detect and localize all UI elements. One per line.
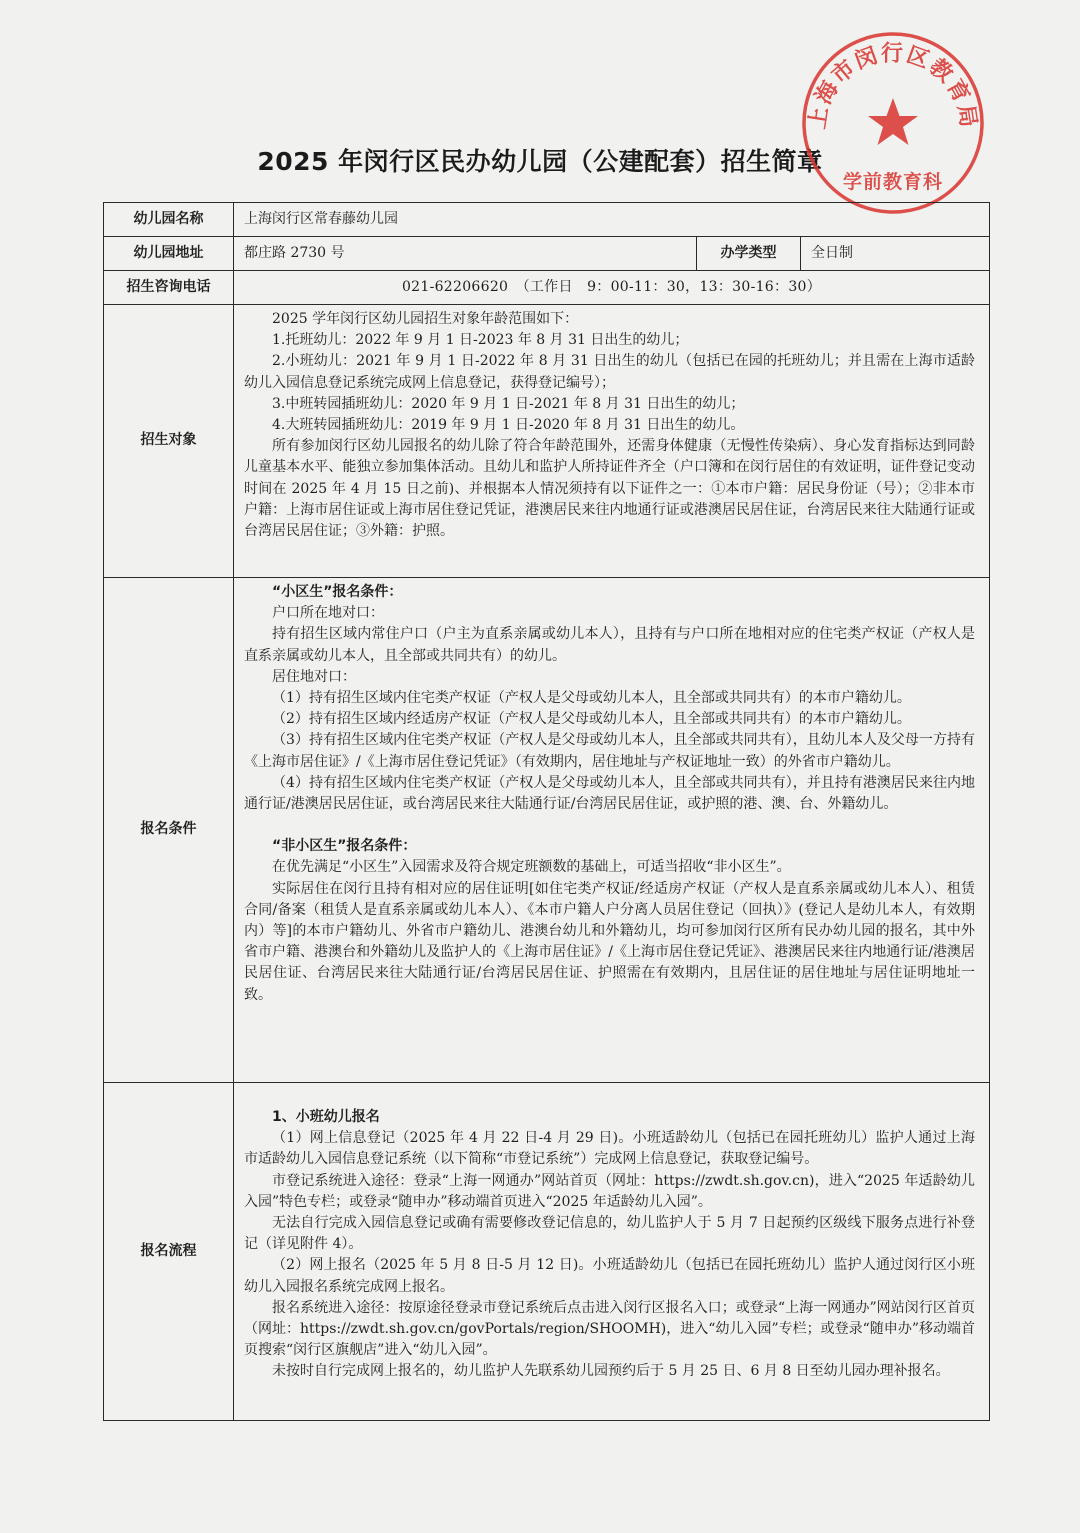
official-seal: [800, 30, 986, 216]
phone-label: 招生咨询电话: [104, 271, 234, 305]
local-paragraph: （4）持有招生区域内住宅类产权证（产权人是父母或幼儿本人，且全部或共同共有），并且持有港澳居民来往内地通行证/港澳居民居住证，或台湾居民来往大陆通行证/台湾居民居住证，或护照的港、澳、台、外籍幼儿。: [244, 774, 975, 813]
row-phone: [104, 271, 990, 305]
process-paragraph: 未按时自行完成网上报名的，幼儿监护人先联系幼儿园预约后于 5 月 25 日、6 月 8 日至幼儿园办理补报名。: [272, 1363, 950, 1380]
target-content: [234, 305, 990, 578]
name-value: 上海闵行区常春藤幼儿园: [234, 203, 990, 237]
row-process: [104, 1083, 990, 1421]
process-paragraph: （2）网上报名（2025 年 5 月 8 日-5 月 12 日)。小班适龄幼儿（包括已在园托班幼儿）监护人通过闵行区小班幼儿入园报名系统完成网上报名。: [244, 1257, 975, 1295]
nonlocal-conditions-title: “非小区生”报名条件：: [272, 838, 417, 855]
target-paragraph: 所有参加闵行区幼儿园报名的幼儿除了符合年龄范围外，还需身体健康（无慢性传染病）、身心发育指标达到同龄儿童基本水平、能独立参加集体活动。且幼儿和监护人所持证件齐全（户口簿和在闵行居住的有效证明，证件登记变动时间在 2025 年 4 月 15 日之前)、并根据本人情况须持有以下证件之一：①本市户籍：居民身份证（号）；②非本市户籍：上海市居住证或上海市居住登记凭证，港澳居民来往内地通行证或港澳居民居住证，台湾居民来往大陆通行证或台湾居民居住证；③外籍：护照。: [244, 438, 975, 540]
seal-top-text: 上海市闵行区教育局: [805, 41, 981, 131]
local-paragraph: 户口所在地对口：: [272, 605, 384, 622]
name-label: 幼儿园名称: [104, 203, 234, 237]
type-value: 全日制: [801, 237, 990, 271]
process-paragraph: 市登记系统进入途径：登录“上海一网通办”网站首页（网址：https://zwdt.sh.gov.cn)，进入“2025 年适龄幼儿入园”特色专栏；或登录“随申办”移动端首页进入“2025 年适龄幼儿入园”。: [244, 1172, 975, 1210]
conditions-label: 报名条件: [104, 578, 234, 1083]
row-kindergarten-name: [104, 203, 990, 237]
address-label: 幼儿园地址: [104, 237, 234, 271]
nonlocal-paragraph: 在优先满足“小区生”入园需求及符合规定班额数的基础上，可适当招收“非小区生”。: [272, 859, 791, 876]
target-paragraph: 4.大班转园插班幼儿：2019 年 9 月 1 日-2020 年 8 月 31 日出生的幼儿。: [272, 417, 745, 434]
local-paragraph: 持有招生区域内常住户口（户主为直系亲属或幼儿本人），且持有与户口所在地相对应的住宅类产权证（产权人是直系亲属或幼儿本人，且全部或共同共有）的幼儿。: [244, 626, 975, 664]
address-value: 都庄路 2730 号: [234, 237, 697, 271]
local-conditions-title: “小区生”报名条件：: [272, 584, 403, 600]
process-paragraph: 无法自行完成入园信息登记或确有需要修改登记信息的，幼儿监护人于 5 月 7 日起预约区级线下服务点进行补登记（详见附件 4）。: [244, 1215, 975, 1253]
local-paragraph: （2）持有招生区域内经适房产权证（产权人是父母或幼儿本人，且全部或共同共有）的本市户籍幼儿。: [272, 711, 911, 728]
target-paragraph: 1.托班幼儿：2022 年 9 月 1 日-2023 年 8 月 31 日出生的幼儿；: [272, 332, 689, 349]
seal-star-icon: [868, 98, 918, 145]
phone-value: 021-62206620 （工作日 9：00-11：30，13：30-16：30）: [234, 271, 990, 305]
type-label: 办学类型: [697, 237, 801, 271]
process-paragraph: 报名系统进入途径：按原途径登录市登记系统后点击进入闵行区报名入口；或登录“上海一网通办”网站闵行区首页（网址：https://zwdt.sh.gov.cn/govPortals/region/SHOOMH)，进入“幼儿入园”专栏；或登录“随申办”移动端首页搜索“闵行区旗舰店”进入“幼儿入园”。: [244, 1299, 975, 1359]
local-paragraph: （1）持有招生区域内住宅类产权证（产权人是父母或幼儿本人，且全部或共同共有）的本市户籍幼儿。: [272, 690, 911, 707]
conditions-content: [234, 578, 990, 1083]
target-paragraph: 2.小班幼儿：2021 年 9 月 1 日-2022 年 8 月 31 日出生的幼儿（包括已在园的托班幼儿；并且需在上海市适龄幼儿入园信息登记系统完成网上信息登记，获得登记编号）；: [244, 353, 975, 391]
process-content: [234, 1083, 990, 1421]
local-paragraph: （3）持有招生区域内住宅类产权证（产权人是父母或幼儿本人，且全部或共同共有），且幼儿本人及父母一方持有《上海市居住证》/《上海市居住登记凭证》（有效期内，居住地址与产权证地址一致）的外省市户籍幼儿。: [244, 732, 975, 770]
nonlocal-paragraph: 实际居住在闵行且持有相对应的居住证明[如住宅类产权证/经适房产权证（产权人是直系亲属或幼儿本人）、租赁合同/备案（租赁人是直系亲属或幼儿本人）、《本市户籍人户分离人员居住登记（回执）》(登记人是幼儿本人，有效期内）等]的本市户籍幼儿、外省市户籍幼儿、港澳台幼儿和外籍幼儿，均可参加闵行区所有民办幼儿园的报名，其中外省市户籍、港澳台和外籍幼儿及监护人的《上海市居住证》/《上海市居住登记凭证》、港澳居民来往内地通行证/港澳居民居住证、台湾居民来往大陆通行证/台湾居民居住证、护照需在有效期内，且居住证的居住地址与居住证明地址一致。: [244, 880, 975, 1003]
process-label: 报名流程: [104, 1083, 234, 1421]
target-paragraph: 3.中班转园插班幼儿：2020 年 9 月 1 日-2021 年 8 月 31 日出生的幼儿；: [272, 395, 745, 412]
enrollment-table: [103, 202, 990, 1421]
seal-bottom-text: 学前教育科: [842, 171, 944, 193]
process-section-title: 1、小班幼儿报名: [272, 1109, 380, 1125]
row-target: [104, 305, 990, 578]
target-paragraph: 2025 学年闵行区幼儿园招生对象年龄范围如下：: [272, 311, 579, 327]
row-address: [104, 237, 990, 271]
target-label: 招生对象: [104, 305, 234, 578]
process-paragraph: （1）网上信息登记（2025 年 4 月 22 日-4 月 29 日)。小班适龄幼儿（包括已在园托班幼儿）监护人通过上海市适龄幼儿入园信息登记系统（以下简称“市登记系统”）完成网上信息登记，获取登记编号。: [244, 1130, 975, 1168]
row-conditions: [104, 578, 990, 1083]
local-paragraph: 居住地对口：: [272, 668, 356, 685]
document-title: 2025 年闵行区民办幼儿园（公建配套）招生简章: [257, 147, 823, 176]
